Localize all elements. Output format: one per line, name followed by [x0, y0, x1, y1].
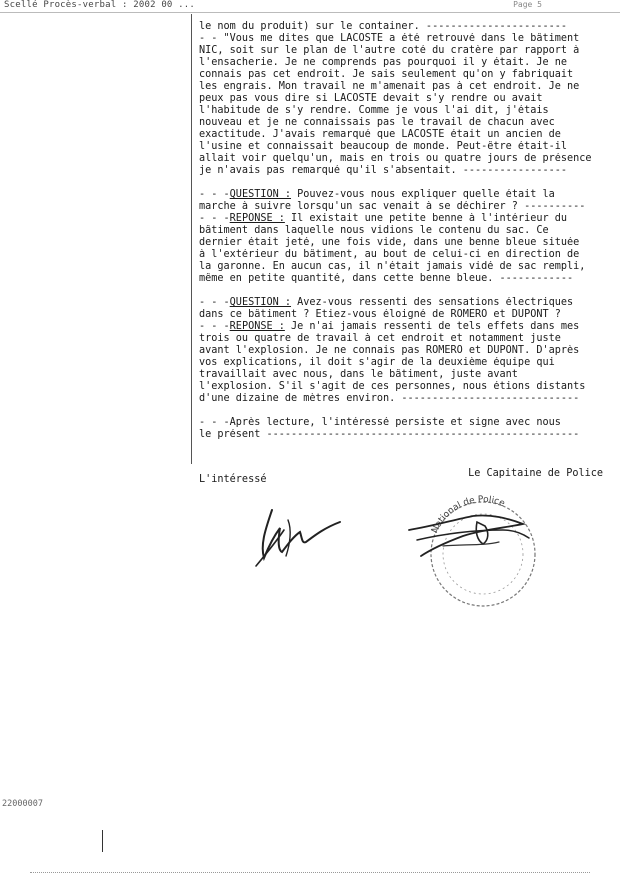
page-top-rule [0, 12, 620, 13]
margin-tick [102, 830, 103, 852]
margin-reference-number: 22000007 [2, 799, 43, 809]
text-line: connais pas cet endroit. Je sais seulement qu'on y fabriquait [199, 69, 574, 80]
text-line: allait voir quelqu'un, mais en trois ou quatre jours de présence [199, 153, 592, 164]
text-line: bâtiment dans laquelle nous vidions le contenu du sac. Ce [199, 225, 549, 236]
text-line: marche à suivre lorsqu'un sac venait à se déchirer ? ---------- [199, 201, 586, 212]
text-line: travaillait avec nous, dans le bâtiment, juste avant [199, 369, 518, 380]
text-line: je n'avais pas remarqué qu'il s'absentait. ----------------- [199, 165, 568, 176]
document-header: Scellé Procès-verbal : 2002 00 ... [4, 0, 196, 10]
text-line: peux pas vous dire si LACOSTE devait s'y rendre ou avait [199, 93, 543, 104]
text-line: l'ensacherie. Je ne comprends pas pourquoi il y était. Je ne [199, 57, 568, 68]
text-line: vos explications, il doit s'agir de la deuxième équipe qui [199, 357, 555, 368]
text-line: avant l'explosion. Je ne connais pas ROMERO et DUPONT. D'après [199, 345, 580, 356]
document-body [199, 21, 609, 441]
text-line: l'habitude de s'y rendre. Comme je vous l'ai dit, j'étais [199, 105, 549, 116]
text-line: exactitude. J'avais remarqué que LACOSTE était un ancien de [199, 129, 561, 140]
text-line: le présent --------------------------------------------------- [199, 429, 580, 440]
text-line: - - -QUESTION : Avez-vous ressenti des sensations électriques [199, 297, 574, 308]
text-line: trois ou quatre de travail à cet endroit et notamment juste [199, 333, 561, 344]
text-line: même en petite quantité, dans cette benne bleue. ------------ [199, 273, 574, 284]
text-line: - - "Vous me dites que LACOSTE a été retrouvé dans le bâtiment [199, 33, 580, 44]
page-number: Page 5 [513, 0, 542, 9]
scan-footer-edge [30, 872, 590, 877]
text-line: nouveau et je ne connaissais pas le travail de chacun avec [199, 117, 555, 128]
text-line: - - -REPONSE : Il existait une petite benne à l'intérieur du [199, 213, 568, 224]
text-line: l'explosion. S'il s'agit de ces personnes, nous étions distants [199, 381, 586, 392]
text-line: - - -QUESTION : Pouvez-vous nous expliquer quelle était la [199, 189, 555, 200]
text-line: - - -REPONSE : Je n'ai jamais ressenti de tels effets dans mes [199, 321, 580, 332]
text-line: dernier était jeté, une fois vide, dans une benne bleue située [199, 237, 580, 248]
text-line: NIC, soit sur le plan de l'autre coté du cratère par rapport à [199, 45, 580, 56]
police-stamp [403, 490, 563, 615]
answer-1 [199, 213, 609, 285]
answer-2 [199, 321, 609, 405]
text-line: les engrais. Mon travail ne m'amenait pas à cet endroit. Je ne [199, 81, 580, 92]
question-label: QUESTION : [229, 189, 292, 200]
stamp-text: National de Police [430, 494, 507, 535]
signatory-left-label: L'intéressé [199, 474, 267, 485]
signatory-right-label: Le Capitaine de Police [468, 468, 603, 479]
text-line: l'usine et connaissait beaucoup de monde. Peut-être était-il [199, 141, 568, 152]
question-label: QUESTION : [229, 297, 292, 308]
text-line: à l'extérieur du bâtiment, au bout de celui-ci en direction de [199, 249, 580, 260]
text-line: le nom du produit) sur le container. ----------------------- [199, 21, 568, 32]
closing-block [199, 417, 609, 441]
handwritten-signature [244, 500, 354, 575]
question-1 [199, 189, 609, 213]
text-line: dans ce bâtiment ? Etiez-vous éloigné de ROMERO et DUPONT ? [199, 309, 561, 320]
answer-label: REPONSE : [229, 321, 285, 332]
text-line: - - -Après lecture, l'intéressé persiste et signe avec nous [199, 417, 561, 428]
text-line: la garonne. En aucun cas, il n'était jamais vidé de sac rempli, [199, 261, 586, 272]
answer-label: REPONSE : [229, 213, 285, 224]
statement-block [199, 21, 609, 177]
text-line: d'une dizaine de mètres environ. ----------------------------- [199, 393, 580, 404]
margin-rule [191, 14, 192, 464]
question-2 [199, 297, 609, 321]
